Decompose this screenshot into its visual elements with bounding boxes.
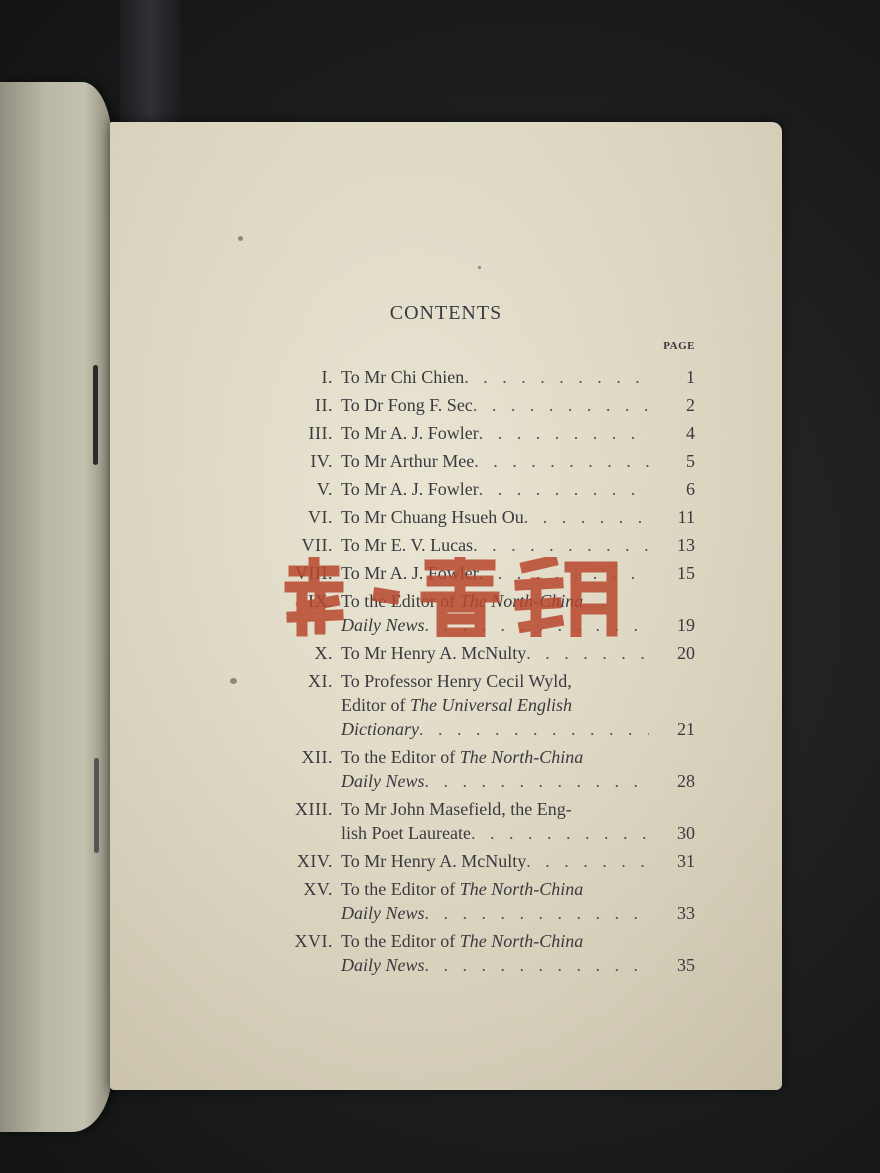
entry-title-line <box>341 693 649 717</box>
title-segment: To Dr Fong F. Sec <box>341 395 473 415</box>
entry-title-line <box>341 561 649 585</box>
entry-title-text <box>341 365 464 389</box>
entry-number: VII. <box>301 535 333 555</box>
italic-title-segment: The North-China <box>459 931 584 951</box>
toc-entry <box>275 533 695 557</box>
entry-number: XI. <box>308 671 333 691</box>
entry-title <box>341 589 649 637</box>
entry-title-text <box>341 561 479 585</box>
toc-entry <box>275 929 695 977</box>
entry-title-line <box>341 533 649 557</box>
entry-title <box>341 641 649 665</box>
toc-entry <box>275 365 695 389</box>
entry-title-text <box>341 693 572 717</box>
entry-title-text <box>341 421 479 445</box>
contents-page <box>110 122 782 1090</box>
entry-number: X. <box>314 643 333 663</box>
entry-page-number: 21 <box>677 719 695 739</box>
entry-number: XVI. <box>294 931 333 951</box>
entry-number: V. <box>316 479 333 499</box>
entry-page-number: 13 <box>677 535 695 555</box>
dot-leader <box>479 477 649 501</box>
toc-entry <box>275 561 695 585</box>
entry-title-text <box>341 533 473 557</box>
entry-number: XV. <box>303 879 333 899</box>
paper-spot <box>478 266 481 269</box>
dot-leader <box>474 449 649 473</box>
entry-title-line <box>341 613 649 637</box>
entry-title <box>341 745 649 793</box>
entry-title-text <box>341 641 526 665</box>
entry-title-text <box>341 613 425 637</box>
entry-title-line <box>341 365 649 389</box>
entry-number: VIII. <box>295 563 333 583</box>
title-segment: To the Editor of <box>341 747 460 767</box>
entry-title-line <box>341 929 649 953</box>
toc-entry <box>275 505 695 529</box>
entry-title-text <box>341 477 479 501</box>
entry-number: IV. <box>310 451 333 471</box>
dot-leader <box>526 849 649 873</box>
entry-title <box>341 877 649 925</box>
entry-page-number: 15 <box>677 563 695 583</box>
paper-spot <box>230 678 237 684</box>
entry-number: VI. <box>308 507 333 527</box>
entry-title-text <box>341 953 425 977</box>
entry-title-text <box>341 849 526 873</box>
entry-title-text <box>341 877 583 901</box>
dot-leader <box>425 953 650 977</box>
title-segment: To Mr Arthur Mee <box>341 451 475 471</box>
entry-number: III. <box>308 423 333 443</box>
toc-entry <box>275 877 695 925</box>
entry-number: XIII. <box>295 799 333 819</box>
binding-stitch <box>93 365 98 465</box>
title-segment: To Professor Henry Cecil Wyld, <box>341 671 572 691</box>
italic-title-segment: The North-China <box>459 591 584 611</box>
entry-title <box>341 505 649 529</box>
entry-title <box>341 849 649 873</box>
entry-page-number: 11 <box>677 507 695 527</box>
entry-number: XIV. <box>296 851 333 871</box>
entry-title <box>341 797 649 845</box>
italic-title-segment: The Universal English <box>410 695 572 715</box>
dot-leader <box>425 613 650 637</box>
binding-stitch <box>94 758 99 853</box>
toc-entry <box>275 421 695 445</box>
paper-spot <box>238 236 243 241</box>
toc-entry <box>275 745 695 793</box>
entry-title-text <box>341 797 572 821</box>
entry-number: IX. <box>308 591 333 611</box>
page-column-label: PAGE <box>663 340 695 352</box>
entry-title-line <box>341 421 649 445</box>
italic-title-segment: The North-China <box>459 747 584 767</box>
italic-title-segment: Daily News <box>341 615 425 635</box>
dot-leader <box>526 641 649 665</box>
entry-page-number: 35 <box>677 955 695 975</box>
entry-title-text <box>341 821 471 845</box>
entry-title-line <box>341 449 649 473</box>
title-segment: To Mr A. J. Fowler <box>341 423 479 443</box>
entry-page-number: 33 <box>677 903 695 923</box>
entry-number: XII. <box>301 747 333 767</box>
italic-title-segment: Dictionary <box>341 719 419 739</box>
title-segment: To the Editor of <box>341 591 460 611</box>
toc-entry <box>275 393 695 417</box>
italic-title-segment: Daily News <box>341 955 425 975</box>
entry-title <box>341 477 649 501</box>
entry-title-line <box>341 641 649 665</box>
entry-page-number: 6 <box>686 479 695 499</box>
entry-number: I. <box>321 367 333 387</box>
dot-leader <box>473 533 649 557</box>
entry-title-line <box>341 505 649 529</box>
title-segment: lish Poet Laureate <box>341 823 471 843</box>
entry-page-number: 4 <box>686 423 695 443</box>
entry-title-line <box>341 669 649 693</box>
title-segment: Editor of <box>341 695 410 715</box>
title-segment: To Mr Henry A. McNulty <box>341 643 527 663</box>
italic-title-segment: The North-China <box>459 879 584 899</box>
entry-page-number: 1 <box>686 367 695 387</box>
toc-entry <box>275 449 695 473</box>
title-segment: To Mr Henry A. McNulty <box>341 851 527 871</box>
dot-leader <box>419 717 649 741</box>
toc-entry <box>275 797 695 845</box>
dot-leader <box>479 561 649 585</box>
title-segment: To Mr A. J. Fowler <box>341 563 479 583</box>
title-segment: To the Editor of <box>341 931 460 951</box>
entry-title-text <box>341 449 474 473</box>
entry-title-text <box>341 717 419 741</box>
entry-page-number: 30 <box>677 823 695 843</box>
title-segment: To Mr E. V. Lucas <box>341 535 474 555</box>
entry-title-text <box>341 929 583 953</box>
contents-heading: CONTENTS <box>389 302 503 324</box>
entry-page-number: 31 <box>677 851 695 871</box>
title-segment: To Mr Chi Chien <box>341 367 465 387</box>
dot-leader <box>471 821 649 845</box>
title-segment: To the Editor of <box>341 879 460 899</box>
entry-title <box>341 449 649 473</box>
toc-entry <box>275 849 695 873</box>
toc-entry <box>275 641 695 665</box>
entry-number: II. <box>315 395 333 415</box>
entry-title-line <box>341 393 649 417</box>
entry-title-line <box>341 589 649 613</box>
entry-title-line <box>341 477 649 501</box>
entry-title <box>341 393 649 417</box>
entry-title <box>341 421 649 445</box>
entry-title-line <box>341 717 649 741</box>
entry-title-line <box>341 877 649 901</box>
entry-page-number: 19 <box>677 615 695 635</box>
italic-title-segment: Daily News <box>341 771 425 791</box>
toc-entry <box>275 477 695 501</box>
entry-title-line <box>341 745 649 769</box>
entry-page-number: 2 <box>686 395 695 415</box>
dot-leader <box>464 365 649 389</box>
entry-title-text <box>341 589 583 613</box>
entry-title-line <box>341 821 649 845</box>
entry-title-line <box>341 769 649 793</box>
dot-leader <box>524 505 649 529</box>
entry-title-line <box>341 901 649 925</box>
entry-page-number: 20 <box>677 643 695 663</box>
dot-leader <box>425 901 650 925</box>
entry-title-text <box>341 745 583 769</box>
entry-page-number: 28 <box>677 771 695 791</box>
dot-leader <box>479 421 649 445</box>
entry-title <box>341 929 649 977</box>
dot-leader <box>425 769 650 793</box>
entry-title-text <box>341 505 524 529</box>
dot-leader <box>473 393 649 417</box>
entry-title <box>341 365 649 389</box>
entry-title <box>341 561 649 585</box>
entry-title-line <box>341 953 649 977</box>
entry-title-text <box>341 669 572 693</box>
entry-title-text <box>341 769 425 793</box>
entry-title <box>341 533 649 557</box>
title-segment: To Mr A. J. Fowler <box>341 479 479 499</box>
toc-entry <box>275 669 695 741</box>
entry-title <box>341 669 649 741</box>
book-cover-spine <box>120 0 180 122</box>
title-segment: To Mr John Masefield, the Eng- <box>341 799 572 819</box>
entry-title-line <box>341 849 649 873</box>
entry-title-text <box>341 901 425 925</box>
table-of-contents <box>275 365 695 981</box>
entry-page-number: 5 <box>686 451 695 471</box>
entry-title-line <box>341 797 649 821</box>
title-segment: To Mr Chuang Hsueh Ou <box>341 507 524 527</box>
toc-entry <box>275 589 695 637</box>
entry-title-text <box>341 393 473 417</box>
facing-page <box>0 82 112 1132</box>
italic-title-segment: Daily News <box>341 903 425 923</box>
